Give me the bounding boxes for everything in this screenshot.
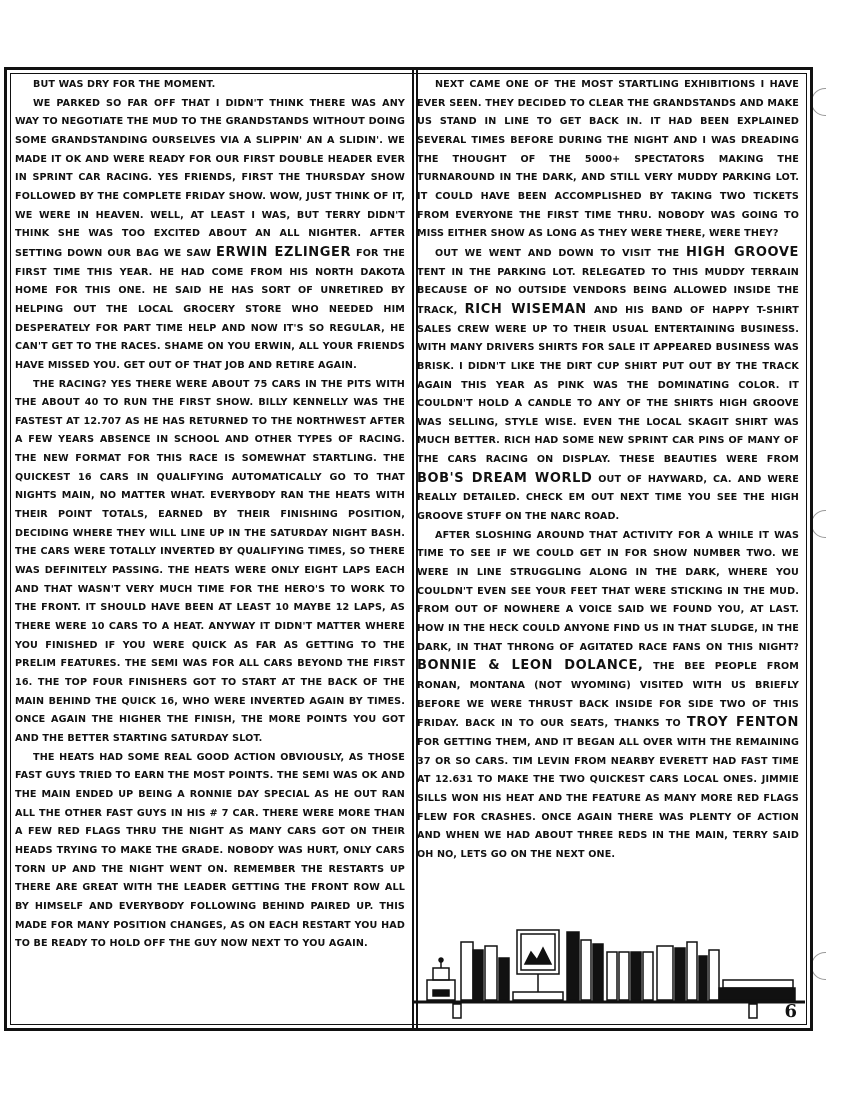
right-column <box>417 76 799 865</box>
paragraph-text: FOR GETTING THEM, AND IT BEGAN ALL OVER WITH THE REMAINING 37 OR SO CARS. TIM LEVIN FROM NEARBY EVERETT HAD FAST TIME AT 12.631 TO MAKE THE TWO QUICKEST CARS LOCAL ONES. JIMMIE SILLS WON HIS HEAT AND THE FEATURE AS MANY MORE RED FLAGS FLEW FOR CRASHES. ONCE AGAIN THERE WAS PLENTY OF ACTION AND WHEN WE HAD ABOUT THREE REDS IN THE MAIN, TERRY SAID OH NO, LETS GO ON THE NEXT ONE. <box>417 736 799 860</box>
paragraph: THE RACING? YES THERE WERE ABOUT 75 CARS IN THE PITS WITH THE ABOUT 40 TO RUN THE FIRST SHOW. BILLY KENNELLY WAS THE FASTEST AT 12.707 AS HE HAS RETURNED TO THE NORTHWEST AFTER A FEW YEARS ABSENCE IN SCHOOL AND OTHER TYPES OF RACING. THE NEW FORMAT FOR THIS RACE IS SOMEWHAT STARTLING. THE QUICKEST 16 CARS IN QUALIFYING AUTOMATICALLY GO TO THAT NIGHTS MAIN, NO MATTER WHAT. EVERYBODY RAN THE HEATS WITH THEIR POINT TOTALS, EARNED BY THEIR FINISHING POSITION, DECIDING WHERE THEY WILL LINE UP IN THE SATURDAY NIGHT BASH. THE CARS WERE TOTALLY INVERTED BY QUALIFYING TIMES, SO THERE WAS DEFINITELY PASSING. THE HEATS WERE ONLY EIGHT LAPS EACH AND THAT WASN'T VERY MUCH TIME FOR THE HERO'S TO WORK TO THE FRONT. IT SHOULD HAVE BEEN AT LEAST 10 MAYBE 12 LAPS, AS THERE WERE 10 CARS TO A HEAT. ANYWAY IT DIDN'T MATTER WHERE YOU FINISHED IF YOU WERE QUICK AS FAR AS GETTING TO THE PRELIM FEATURES. THE SEMI WAS FOR ALL CARS BEYOND THE FIRST 16. THE TOP FOUR FINISHERS GOT TO START AT THE BACK OF THE MAIN BEHIND THE QUICK 16, WHO WERE INVERTED AGAIN BY TIMES. ONCE AGAIN THE HIGHER THE FINISH, THE MORE POINTS YOU GOT AND THE BETTER STARTING SATURDAY SLOT. <box>15 378 405 744</box>
bookshelf-icon <box>413 922 805 1026</box>
paragraph-text: OUT WE WENT AND DOWN TO VISIT THE <box>435 247 680 259</box>
paragraph: NEXT CAME ONE OF THE MOST STARTLING EXHIBITIONS I HAVE EVER SEEN. THEY DECIDED TO CLEAR THE GRANDSTANDS AND MAKE US STAND IN LINE TO GET BACK IN. IT HAD BEEN EXPLAINED SEVERAL TIMES BEFORE DURING THE NIGHT AND I WAS DREADING THE THOUGHT OF THE 5000+ SPECTATORS MAKING THE TURNAROUND IN THE DARK, AND STILL VERY MUDDY PARKING LOT. IT COULD HAVE BEEN ACCOMPLISHED BY TAKING TWO TICKETS FROM EVERYONE THE FIRST TIME THRU. NOBODY WAS GOING TO MISS EITHER SHOW AS LONG AS THEY WERE THERE, WERE THEY? <box>417 79 799 240</box>
bookshelf-illustration <box>413 922 805 1026</box>
paragraph-text: AND HIS BAND OF HAPPY T-SHIRT SALES CREW WERE UP TO THEIR USUAL ENTERTAINING BUSINESS. WITH MANY DRIVERS SHIRTS FOR SALE IT APPEARED BUSINESS WAS BRISK. I DIDN'T LIKE THE DIRT CUP SHIRT PUT OUT BY THE TRACK AGAIN THIS YEAR AS PINK WAS THE DOMINATING COLOR. IT COULDN'T HOLD A CANDLE TO ANY OF THE SHIRTS HIGH GROOVE WAS SELLING, STYLE WISE. EVEN THE LOCAL SKAGIT SHIRT WAS MUCH BETTER. RICH HAD SOME NEW SPRINT CAR PINS OF MANY OF THE CARS RACING ON DISPLAY. THESE BEAUTIES WERE FROM <box>417 304 799 466</box>
highlighted-name: HIGH GROOVE <box>685 244 799 260</box>
paragraph-text: TENT IN THE PARKING LOT. RELEGATED TO THIS MUDDY TERRAIN BECAUSE OF NO OUTSIDE VENDORS BEING ALLOWED INSIDE THE TRACK, <box>417 266 799 316</box>
binder-hole <box>811 952 826 980</box>
paragraph <box>417 244 799 527</box>
highlighted-name: ERWIN EZLINGER <box>216 244 352 260</box>
paragraph-text: OUT OF HAYWARD, CA. AND WERE REALLY DETAILED. CHECK EM OUT NEXT TIME YOU SEE THE HIGH GROOVE STUFF ON THE NARC ROAD. <box>417 473 799 523</box>
binder-hole <box>811 510 826 538</box>
highlighted-name: BOB'S DREAM WORLD <box>417 470 593 486</box>
highlighted-name: BONNIE & LEON DOLANCE, <box>417 658 644 674</box>
paragraph: BUT WAS DRY FOR THE MOMENT. <box>33 79 216 90</box>
paragraph <box>15 95 405 376</box>
paragraph-text: WE PARKED SO FAR OFF THAT I DIDN'T THINK THERE WAS ANY WAY TO NEGOTIATE THE MUD TO THE GRANDSTANDS WITHOUT DOING SOME GRANDSTANDING OURSELVES VIA A SLIPPIN' AN A SLIDIN'. WE MADE IT OK AND WERE READY FOR OUR FIRST DOUBLE HEADER EVER IN SPRINT CAR RACING. YES FRIENDS, FIRST THE THURSDAY SHOW FOLLOWED BY THE COMPLETE FRIDAY SHOW. WOW, JUST THINK OF IT, WE WERE IN HEAVEN. WELL, AT LEAST I WAS, BUT TERRY DIDN'T THINK SHE WAS TOO EXCITED ABOUT AN ALL NIGHTER. AFTER SETTING DOWN OUR BAG WE SAW <box>15 97 405 259</box>
paragraph-text: THE BEE PEOPLE FROM RONAN, MONTANA (NOT WYOMING) VISITED WITH US BRIEFLY BEFORE WE WERE THRUST BACK INSIDE FOR SIDE TWO OF THIS FRIDAY. BACK IN TO OUR SEATS, THANKS TO <box>417 661 799 730</box>
paragraph: THE HEATS HAD SOME REAL GOOD ACTION OBVIOUSLY, AS THOSE FAST GUYS TRIED TO EARN THE MOST POINTS. THE SEMI WAS OK AND THE MAIN ENDED UP BEING A RONNIE DAY SPECIAL AS HE OUT RAN ALL THE OTHER FAST GUYS IN HIS # 7 CAR. THERE WERE MORE THAN A FEW RED FLAGS THRU THE NIGHT AS MANY CARS GOT ON THEIR HEADS TRYING TO MAKE THE GRADE. NOBODY WAS HURT, ONLY CARS TORN UP AND THE NIGHT WENT ON. REMEMBER THE RESTARTS UP THERE ARE GREAT WITH THE LEADER GETTING THE FRONT ROW ALL BY HIMSELF AND EVERYBODY FOLLOWING BEHIND PAIRED UP. THIS MADE FOR MANY POSITION CHANGES, AS ON EACH RESTART YOU HAD TO BE READY TO HOLD OFF THE GUY NOW NEXT TO YOU AGAIN. <box>15 751 405 950</box>
highlighted-name: TROY FENTON <box>686 715 799 731</box>
page-frame <box>4 67 813 1031</box>
page-number: 6 <box>784 1001 797 1022</box>
paragraph <box>417 527 799 865</box>
paragraph-text: FOR THE FIRST TIME THIS YEAR. HE HAD COME FROM HIS NORTH DAKOTA HOME FOR THIS ONE. HE SAID HE HAS SORT OF UNRETIRED BY HELPING OUT THE LOCAL GROCERY STORE WHO NEEDED HIM DESPERATELY FOR PART TIME HELP AND NOW IT'S SO REGULAR, HE CAN'T GET TO THE RACES. SHAME ON YOU ERWIN, ALL YOUR FRIENDS HAVE MISSED YOU. GET OUT OF THAT JOB AND RETIRE AGAIN. <box>15 247 405 371</box>
highlighted-name: RICH WISEMAN <box>464 301 587 317</box>
left-column <box>15 76 405 954</box>
binder-hole <box>811 88 826 116</box>
paragraph-text: AFTER SLOSHING AROUND THAT ACTIVITY FOR A WHILE IT WAS TIME TO SEE IF WE COULD GET IN FOR SHOW NUMBER TWO. WE WERE IN LINE STRUGGLING ALONG IN THE DARK, WHERE YOU COULDN'T EVEN SEE YOUR FEET THAT WERE STICKING IN THE MUD. FROM OUT OF NOWHERE A VOICE SAID WE FOUND YOU, AT LAST. HOW IN THE HECK COULD ANYONE FIND US IN THAT SLUDGE, IN THE DARK, IN THAT THRONG OF AGITATED RACE FANS ON THIS NIGHT? <box>417 529 799 653</box>
